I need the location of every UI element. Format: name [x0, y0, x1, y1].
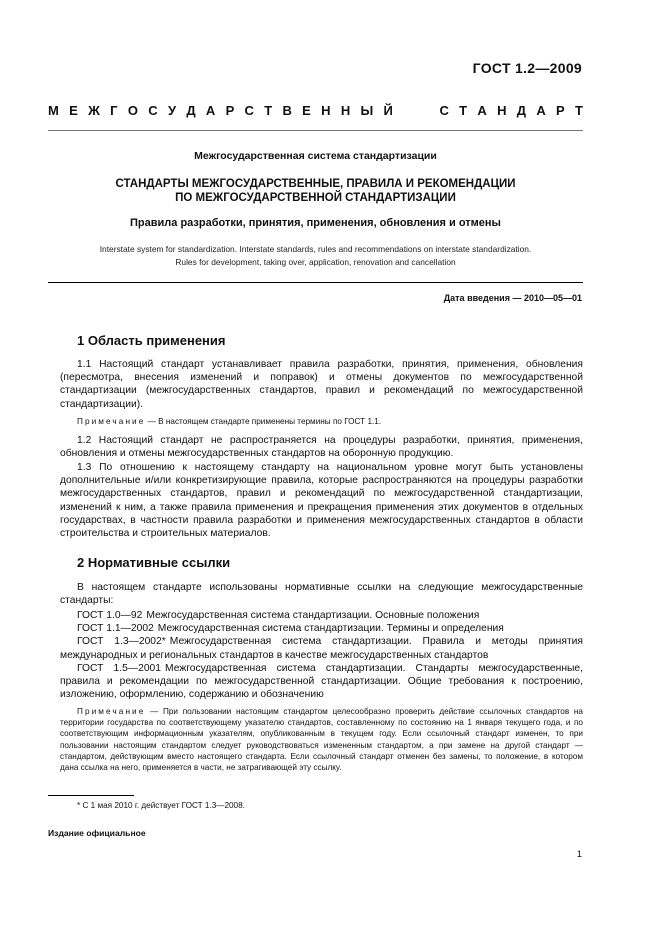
title-divider	[48, 282, 583, 283]
references-list	[60, 609, 583, 701]
banner-letter: Т	[459, 103, 468, 118]
banner-letter: Ы	[360, 103, 374, 118]
page-number: 1	[576, 849, 582, 860]
banner-letter: О	[127, 103, 138, 118]
section-2-heading: 2 Нормативные ссылки	[77, 555, 231, 570]
banner-letter: Г	[110, 103, 118, 118]
english-title	[48, 243, 583, 269]
reference-title: Межгосударственная система стандартизации. Термины и определения	[157, 623, 504, 635]
banner-letter: Р	[225, 103, 235, 118]
banner-letter: А	[536, 103, 546, 118]
paragraph-1-1: 1.1 Настоящий стандарт устанавливает правила разработки, принятия, применения, обновления (пересмотра, внесения изменений и поправок) и отмены документов по межгосударственной стандартизации (межгосударственных стандартов, правил и рекомендаций по межгосударственной стандартизации).	[60, 359, 583, 410]
paragraph-1-2: 1.2 Настоящий стандарт не распространяется на процедуры разработки, принятия, применения, обновления и отмены межгосударственных стандартов на оборонную продукцию.	[60, 435, 583, 460]
section-1-heading: 1 Область применения	[77, 333, 226, 348]
banner-letter: А	[477, 103, 487, 118]
reference-code: ГОСТ 1.1—2002	[77, 623, 154, 635]
banner-gap	[403, 103, 429, 118]
reference-item	[60, 662, 583, 702]
banner-letter: С	[148, 103, 158, 118]
banner-letter: Т	[264, 103, 273, 118]
banner-letter: Н	[497, 103, 507, 118]
reference-code: ГОСТ 1.5—2001	[77, 662, 162, 674]
reference-title: Межгосударственная система стандартизации. Основные положения	[146, 610, 480, 621]
banner-letter: Д	[186, 103, 196, 118]
reference-item	[60, 635, 583, 661]
official-edition-label: Издание официальное	[48, 828, 146, 838]
banner-letter: А	[205, 103, 216, 118]
reference-code: ГОСТ 1.3—2002*	[77, 636, 166, 648]
note-1-label: Примечание	[77, 417, 146, 426]
banner-letter: С	[439, 103, 449, 118]
note-1	[60, 416, 583, 427]
reference-title: Межгосударственная система стандартизации. Стандарты межгосударственные, правила и рекомендации по межгосударственной стандартизации. Общие требования к построению, изложению, оформлению, содержанию и обозначению	[60, 662, 583, 701]
reference-code: ГОСТ 1.0—92	[77, 610, 143, 621]
note-2	[60, 706, 583, 773]
banner-letter: Н	[321, 103, 331, 118]
reference-item	[60, 609, 583, 622]
top-divider	[48, 130, 583, 131]
banner-letter: У	[167, 103, 177, 118]
introduction-date: Дата введения — 2010—05—01	[443, 293, 582, 303]
english-title-line-1: Interstate system for standardization. Interstate standards, rules and recommendations on interstate standardization.	[99, 244, 532, 254]
banner-letter: Й	[383, 103, 393, 118]
banner-letter: Р	[556, 103, 565, 118]
banner-letter: Н	[340, 103, 351, 118]
reference-item	[60, 622, 583, 635]
footnote-divider	[48, 795, 134, 796]
paragraph-1-3: 1.3 По отношению к настоящему стандарту на национальном уровне могут быть установлены дополнительные и/или конкретизирующие правила, которые распространяются на процедуры разработки межгосударственных стандартов, правил и рекомендаций по межгосударственной стандартизации, изменений к ним, а также правила применения и прекращения применения этих документов в отдельных государствах, в частности правила разработки и применения межгосударственных стандартов в области строительства и строительных материалов.	[60, 462, 583, 540]
note-2-label: Примечание	[77, 707, 146, 716]
banner-letter: Е	[302, 103, 311, 118]
banner-letter: Д	[516, 103, 527, 118]
banner-letter: Т	[575, 103, 583, 118]
banner-letter: Ж	[88, 103, 100, 118]
banner-letter: Е	[69, 103, 78, 118]
banner-letter: М	[48, 103, 59, 118]
banner-letter: С	[244, 103, 254, 118]
footnote: * С 1 мая 2010 г. действует ГОСТ 1.3—2008.	[77, 801, 245, 810]
main-title-line-1: СТАНДАРТЫ МЕЖГОСУДАРСТВЕННЫЕ, ПРАВИЛА И РЕКОМЕНДАЦИИ	[115, 178, 516, 190]
reference-title: Межгосударственная система стандартизации. Правила и методы принятия международных и региональных стандартов в качестве межгосударственных стандартов	[60, 636, 583, 661]
english-title-line-2: Rules for development, taking over, application, renovation and cancellation	[175, 257, 456, 267]
subtitle: Правила разработки, принятия, применения, обновления и отмены	[130, 217, 501, 229]
standard-code: ГОСТ 1.2—2009	[472, 60, 582, 76]
note-1-text: — В настоящем стандарте применены термины по ГОСТ 1.1.	[145, 417, 382, 426]
note-2-text: — При пользовании настоящим стандартом целесообразно проверить действие ссылочных стандартов на территории государства по соответствующему указателю стандартов, составленному по состоянию на 1 января текущего года, и по соответствующим информационным указателям, опубликованным в текущем году. Если ссылочный стандарт изменен, то при пользовании настоящим стандартом следует руководствоваться измененным стандартом, а при замене на другой стандарт — стандартом, действующим вместо настоящего стандарта. Если ссылочный стандарт отменен без замены, то положение, в котором дана ссылка на него, применяется в части, не затрагивающей эту ссылку.	[60, 707, 583, 773]
standard-type-banner	[48, 103, 583, 118]
references-intro: В настоящем стандарте использованы нормативные ссылки на следующие межгосударственные стандарты:	[60, 582, 583, 607]
main-title	[48, 177, 583, 205]
system-title: Межгосударственная система стандартизации	[194, 150, 437, 162]
main-title-line-2: ПО МЕЖГОСУДАРСТВЕННОЙ СТАНДАРТИЗАЦИИ	[175, 192, 456, 204]
banner-letter: В	[282, 103, 292, 118]
